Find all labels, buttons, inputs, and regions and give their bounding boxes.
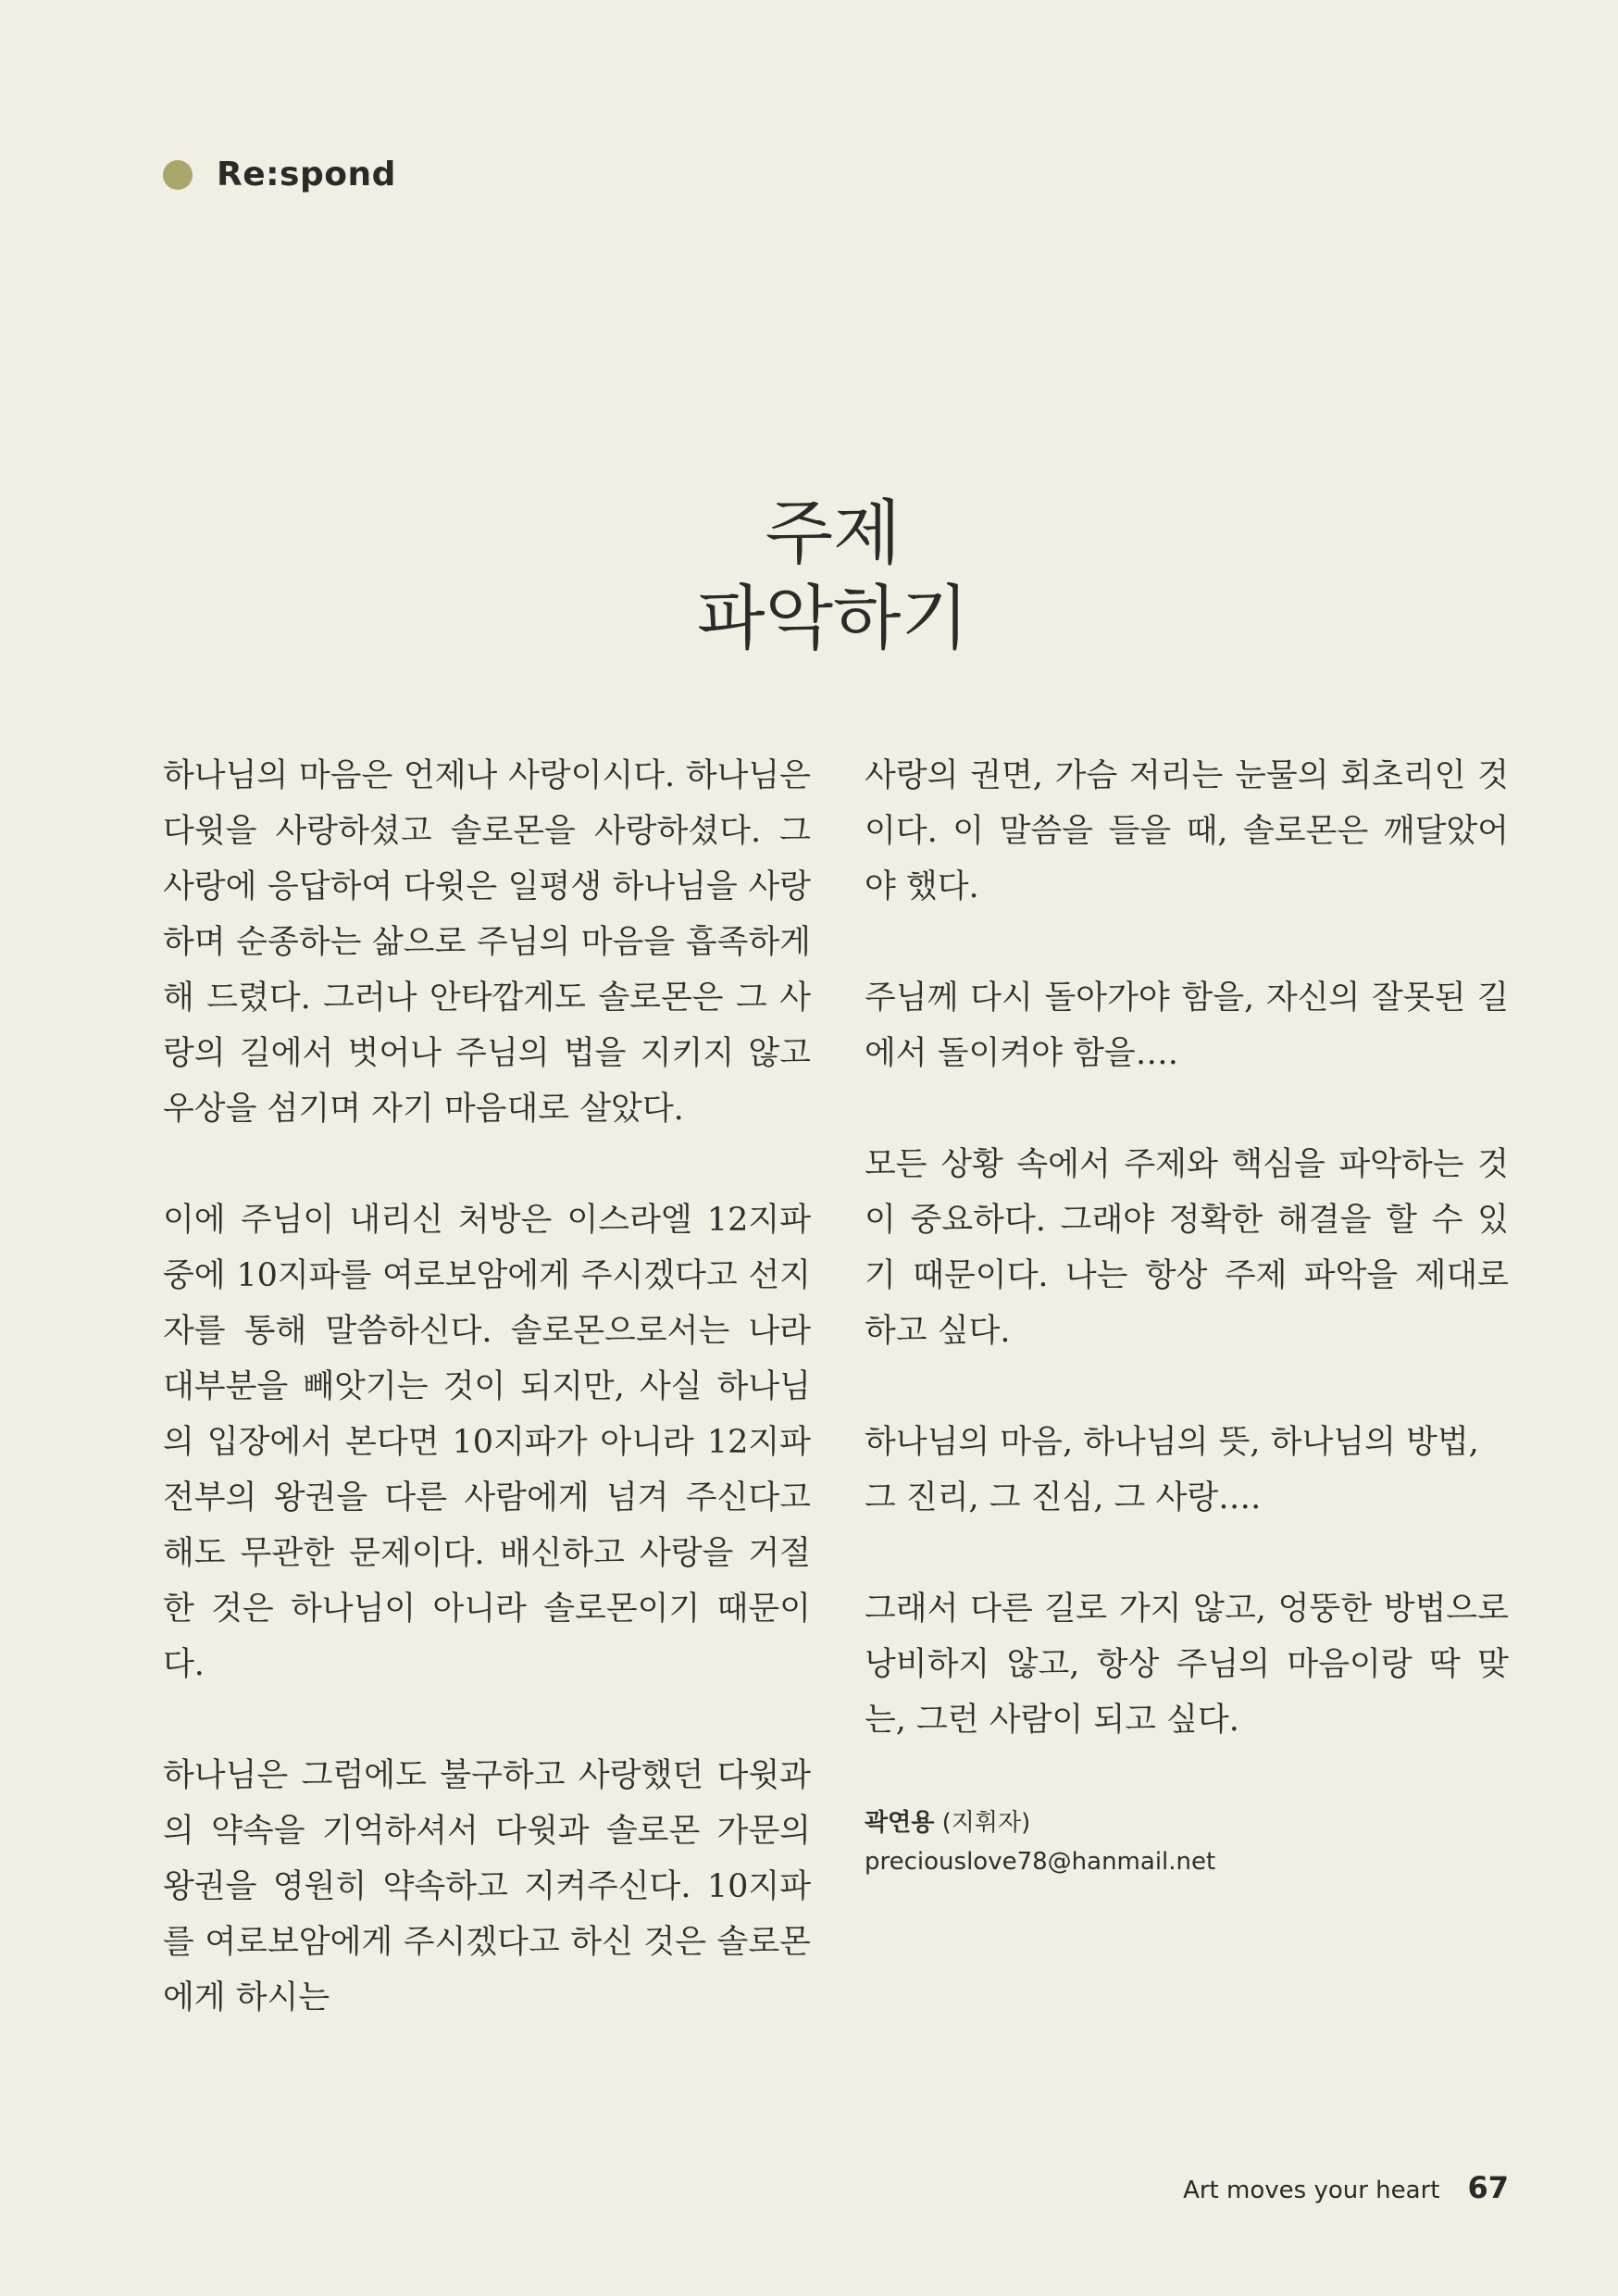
article-title (0, 491, 1618, 661)
paragraph: 하나님의 마음, 하나님의 뜻, 하나님의 방법, 그 진리, 그 진심, 그 사랑…. (865, 1424, 1479, 1516)
author-block (865, 1803, 1509, 1881)
author-name: 곽연용 (865, 1809, 935, 1837)
page-footer (1183, 2170, 1509, 2205)
paragraph: 하나님은 그럼에도 불구하고 사랑했던 다윗과의 약속을 기억하셔서 다윗과 솔로몬 가문의 왕권을 영원히 약속하고 지켜주신다. 10지파를 여로보암에게 주시겠다고 하신 것은 솔로몬에게 하시는 (163, 1757, 811, 2016)
paragraph: 주님께 다시 돌아가야 함을, 자신의 잘못된 길에서 돌이켜야 함을…. (865, 980, 1509, 1072)
title-line-2: 파악하기 (697, 577, 969, 659)
right-column (865, 748, 1509, 1881)
section-header (163, 156, 396, 193)
author-email: preciouslove78@hanmail.net (865, 1848, 1216, 1876)
paragraph: 하나님의 마음은 언제나 사랑이시다. 하나님은 다윗을 사랑하셨고 솔로몬을 사랑하셨다. 그 사랑에 응답하여 다윗은 일평생 하나님을 사랑하며 순종하는 삶으로 주님의 마음을 흡족하게 해 드렸다. 그러나 안타깝게도 솔로몬은 그 사랑의 길에서 벗어나 주님의 법을 지키지 않고 우상을 섬기며 자기 마음대로 살았다. (163, 757, 811, 1128)
paragraph: 사랑의 권면, 가슴 저리는 눈물의 회초리인 것이다. 이 말씀을 들을 때, 솔로몬은 깨달았어야 했다. (865, 757, 1509, 905)
title-line-1: 주제 (765, 492, 902, 574)
section-label: Re:spond (217, 156, 396, 193)
author-role: (지휘자) (941, 1809, 1031, 1837)
footer-tagline: Art moves your heart (1183, 2177, 1440, 2204)
paragraph: 이에 주님이 내리신 처방은 이스라엘 12지파 중에 10지파를 여로보암에게 주시겠다고 선지자를 통해 말씀하신다. 솔로몬으로서는 나라 대부분을 빼앗기는 것이 되지만, 사실 하나님의 입장에서 본다면 10지파가 아니라 12지파 전부의 왕권을 다른 사람에게 넘겨 주신다고 해도 무관한 문제이다. 배신하고 사랑을 거절한 것은 하나님이 아니라 솔로몬이기 때문이다. (163, 1202, 811, 1683)
left-column (163, 748, 811, 2081)
page-number: 67 (1467, 2170, 1509, 2205)
paragraph: 그래서 다른 길로 가지 않고, 엉뚱한 방법으로 낭비하지 않고, 항상 주님의 마음이랑 딱 맞는, 그런 사람이 되고 싶다. (865, 1591, 1509, 1739)
paragraph: 모든 상황 속에서 주제와 핵심을 파악하는 것이 중요하다. 그래야 정확한 해결을 할 수 있기 때문이다. 나는 항상 주제 파악을 제대로 하고 싶다. (865, 1146, 1509, 1350)
section-dot-icon (163, 160, 193, 190)
